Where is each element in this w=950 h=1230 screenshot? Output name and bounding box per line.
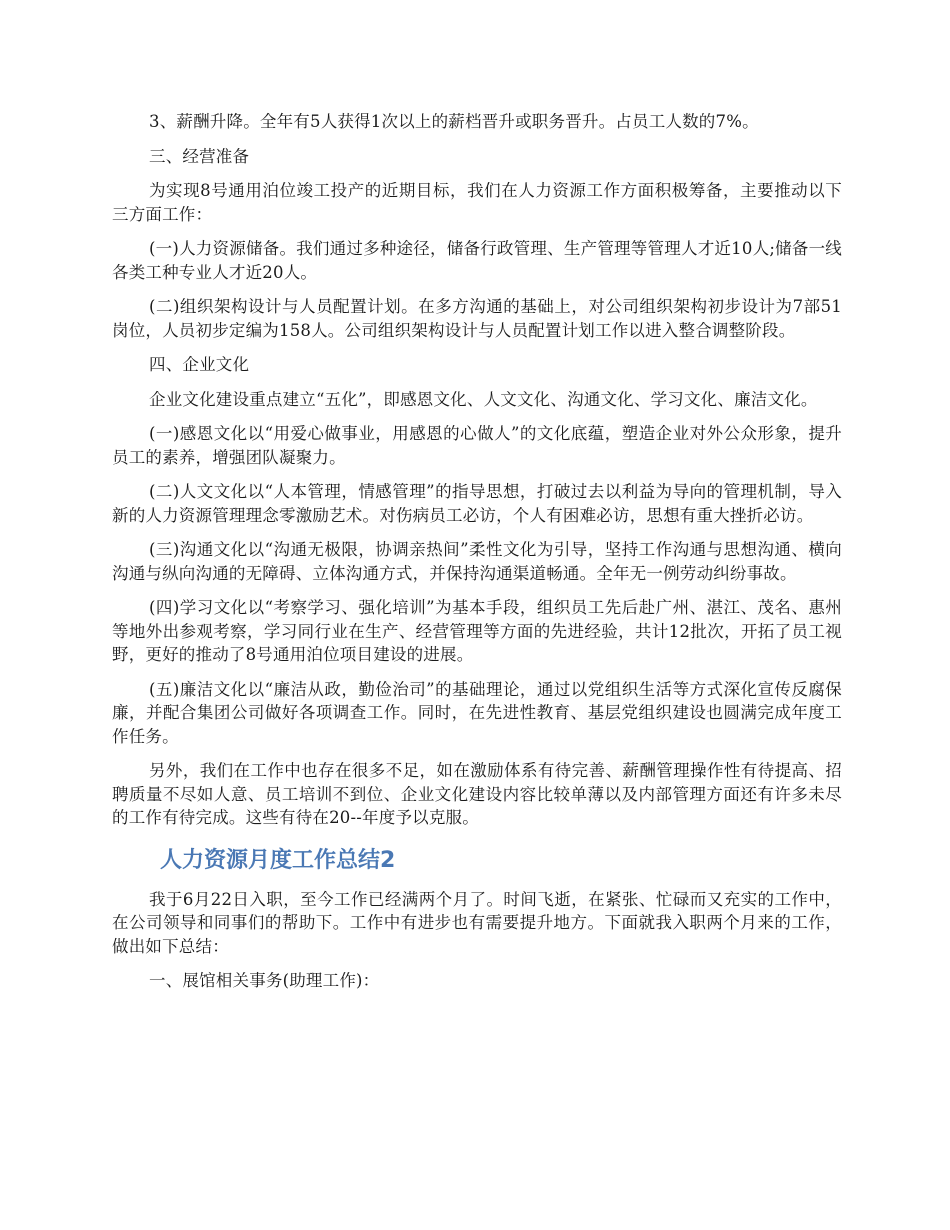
paragraph-shortcomings: 另外，我们在工作中也存在很多不足，如在激励体系有待完善、薪酬管理操作性有待提高、招聘质量不尽如人意、员工培训不到位、企业文化建设内容比较单薄以及内部管理方面还有许多未尽的工作有待完成。这些有待在20--年度予以克服。 xyxy=(112,761,842,827)
paragraph-communication-culture: (三)沟通文化以“沟通无极限，协调亲热间”柔性文化为引导，坚持工作沟通与思想沟通、横向沟通与纵向沟通的无障碍、立体沟通方式，并保持沟通渠道畅通。全年无一例劳动纠纷事故。 xyxy=(112,540,842,583)
paragraph-org-structure: (二)组织架构设计与人员配置计划。在多方沟通的基础上，对公司组织架构初步设计为7部51岗位，人员初步定编为158人。公司组织架构设计与人员配置计划工作以进入整合调整阶段。 xyxy=(112,297,842,340)
paragraph-humanistic-culture: (二)人文文化以“人本管理，情感管理”的指导思想，打破过去以利益为导向的管理机制，导入新的人力资源管理理念零激励艺术。对伤病员工必访，个人有困难必访，思想有重大挫折必访。 xyxy=(112,482,842,525)
paragraph-integrity-culture: (五)廉洁文化以“廉洁从政，勤俭治司”的基础理论，通过以党组织生活等方式深化宣传反腐保廉，并配合集团公司做好各项调查工作。同时，在先进性教育、基层党组织建设也圆满完成年度工作任务。 xyxy=(112,679,842,746)
paragraph-learning-culture: (四)学习文化以“考察学习、强化培训”为基本手段，组织员工先后赴广州、湛江、茂名、惠州等地外出参观考察，学习同行业在生产、经营管理等方面的先进经验，共计12批次，开拓了员工视野，更好的推动了8号通用泊位项目建设的进展。 xyxy=(112,598,842,664)
paragraph-five-cultures: 企业文化建设重点建立“五化”，即感恩文化、人文文化、沟通文化、学习文化、廉洁文化。 xyxy=(149,389,818,409)
section-title-corporate-culture: 四、企业文化 xyxy=(149,355,250,374)
paragraph-hr-reserve: (一)人力资源储备。我们通过多种途径，储备行政管理、生产管理等管理人才近10人;储备一线各类工种专业人才近20人。 xyxy=(112,239,842,282)
section-heading-monthly-summary-2: 人力资源月度工作总结2 xyxy=(160,847,396,873)
section-title-business-prep: 三、经营准备 xyxy=(149,146,250,166)
paragraph-salary-change: 3、薪酬升降。全年有5人获得1次以上的薪档晋升或职务晋升。占员工人数的7%。 xyxy=(149,112,759,131)
document-page xyxy=(112,110,842,1004)
paragraph-berth-goal: 为实现8号通用泊位竣工投产的近期目标，我们在人力资源工作方面积极筹备，主要推动以下三方面工作： xyxy=(112,181,842,224)
paragraph-onboarding: 我于6月22日入职，至今工作已经满两个月了。时间飞逝，在紧张、忙碌而又充实的工作中，在公司领导和同事们的帮助下。工作中有进步也有需要提升地方。下面就我入职两个月来的工作，做出如下总结： xyxy=(112,889,842,956)
section-title-exhibition-affairs: 一、展馆相关事务(助理工作)： xyxy=(149,971,380,990)
paragraph-gratitude-culture: (一)感恩文化以“用爱心做事业，用感恩的心做人”的文化底蕴，塑造企业对外公众形象，提升员工的素养，增强团队凝聚力。 xyxy=(112,424,842,467)
